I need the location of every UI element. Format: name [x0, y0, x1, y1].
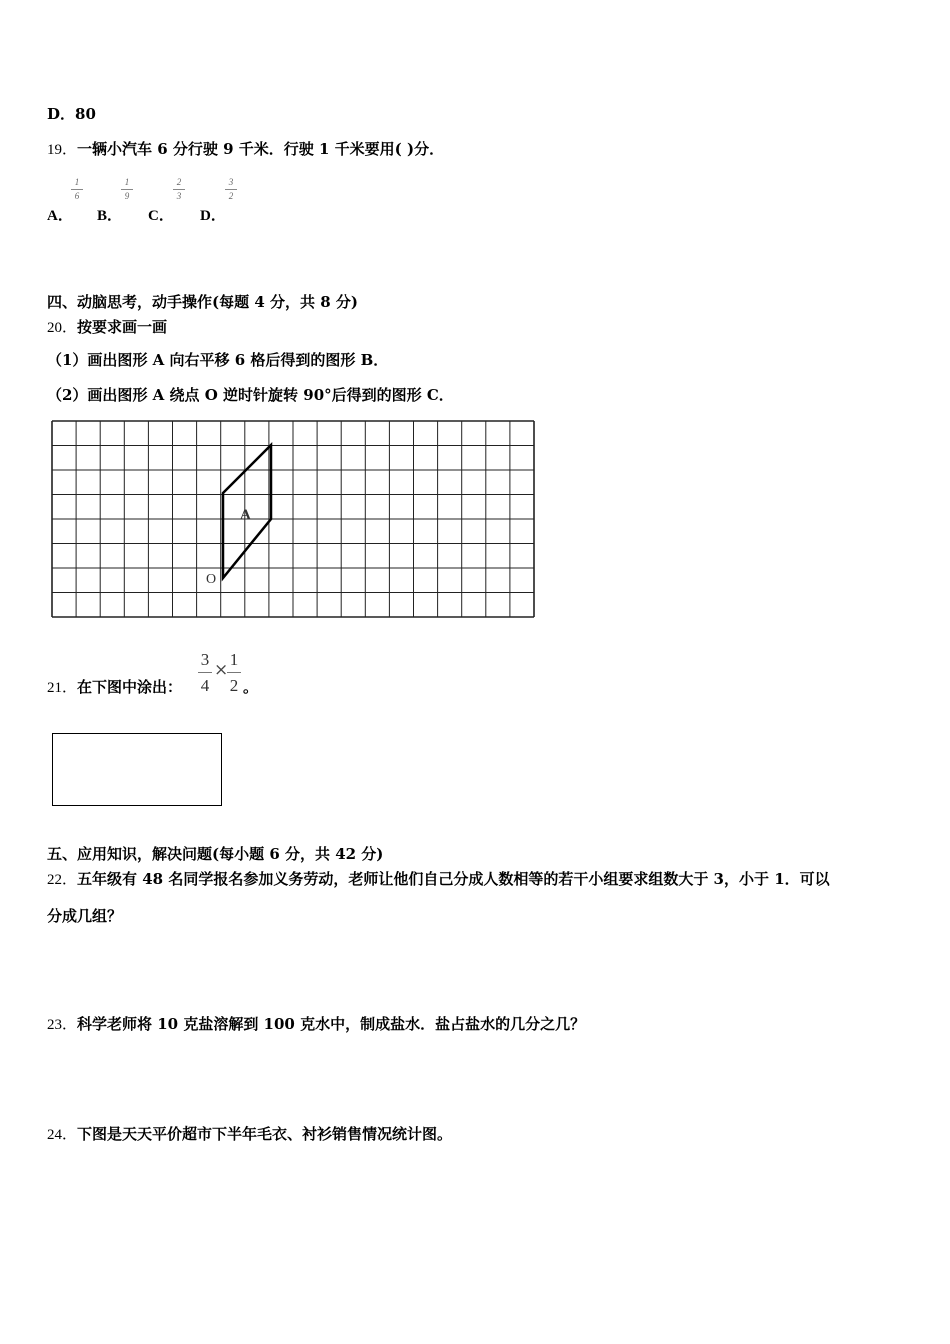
q24-text: 下图是天天平价超市下半年毛衣、衬衫销售情况统计图。	[77, 1125, 453, 1143]
q23-text: 科学老师将 10 克盐溶解到 100 克水中，制成盐水．盐占盐水的几分之几？	[77, 1015, 586, 1033]
q19-option-d-den: 2	[228, 191, 234, 201]
q20-question	[47, 316, 167, 337]
q21-number: 21．	[47, 680, 78, 696]
q19-option-d-num: 3	[228, 177, 234, 187]
q20-grid-figure	[40, 410, 550, 635]
q19-option-a-den: 6	[74, 191, 80, 201]
q21-fraction-1	[198, 651, 212, 694]
q21-times-sign: ×	[214, 660, 229, 680]
section-5-title: 五、应用知识，解决问题(每小题 6 分，共 42 分)	[47, 845, 384, 863]
q22-number: 22．	[47, 872, 78, 888]
q22-text-line-2: 分成几组？	[47, 907, 123, 925]
q18-option-d: D．80	[47, 105, 96, 123]
q19-option-c-label: C．	[148, 208, 174, 224]
q21-fraction-1-num: 3	[200, 650, 210, 669]
q20-number: 20．	[47, 320, 78, 336]
q20-part-2: （2）画出图形 A 绕点 O 逆时针旋转 90°后得到的图形 C．	[47, 386, 454, 404]
q23-number: 23．	[47, 1017, 78, 1033]
q19-number: 19．	[47, 142, 78, 158]
section-4-title: 四、动脑思考，动手操作(每题 4 分，共 8 分)	[47, 293, 358, 311]
q20-part-1: （1）画出图形 A 向右平移 6 格后得到的图形 B．	[47, 351, 389, 369]
q23-question	[47, 1013, 585, 1034]
q19-question	[47, 138, 444, 159]
point-o-label: O	[206, 572, 217, 587]
q21-fraction-2-den: 2	[229, 676, 239, 695]
q19-option-b-den: 9	[124, 191, 130, 201]
q19-option-a-label: A．	[47, 208, 73, 224]
q21-end-mark: 。	[243, 678, 259, 696]
q21-text: 在下图中涂出：	[77, 678, 183, 696]
q19-text: 一辆小汽车 6 分行驶 9 千米．行驶 1 千米要用( )分．	[77, 140, 445, 158]
grid-lines	[52, 421, 534, 617]
q19-option-a-fraction	[71, 178, 83, 201]
q24-question	[47, 1123, 452, 1144]
q21-fraction-2	[227, 651, 241, 694]
q22-text-line-1: 五年级有 48 名同学报名参加义务劳动，老师让他们自己分成人数相等的若干小组要求组数大于 3，小于 1．可以	[77, 870, 830, 888]
q20-text: 按要求画一画	[77, 318, 168, 336]
q21-fraction-2-num: 1	[229, 650, 239, 669]
q19-option-b-num: 1	[124, 177, 130, 187]
q24-number: 24．	[47, 1127, 78, 1143]
q19-option-d-fraction	[225, 178, 237, 201]
q19-option-d-label: D．	[200, 208, 226, 224]
q19-option-b-label: B．	[97, 208, 123, 224]
q19-option-c-den: 3	[176, 191, 182, 201]
q19-option-c-fraction	[173, 178, 185, 201]
shape-a-label: A	[240, 507, 251, 523]
q21-shading-rectangle	[52, 733, 222, 806]
q19-option-b-fraction	[121, 178, 133, 201]
q19-option-a-num: 1	[74, 177, 80, 187]
q21-question	[47, 676, 182, 697]
q21-fraction-1-den: 4	[200, 676, 210, 695]
q22-question	[47, 868, 830, 889]
q19-option-c-num: 2	[176, 177, 182, 187]
